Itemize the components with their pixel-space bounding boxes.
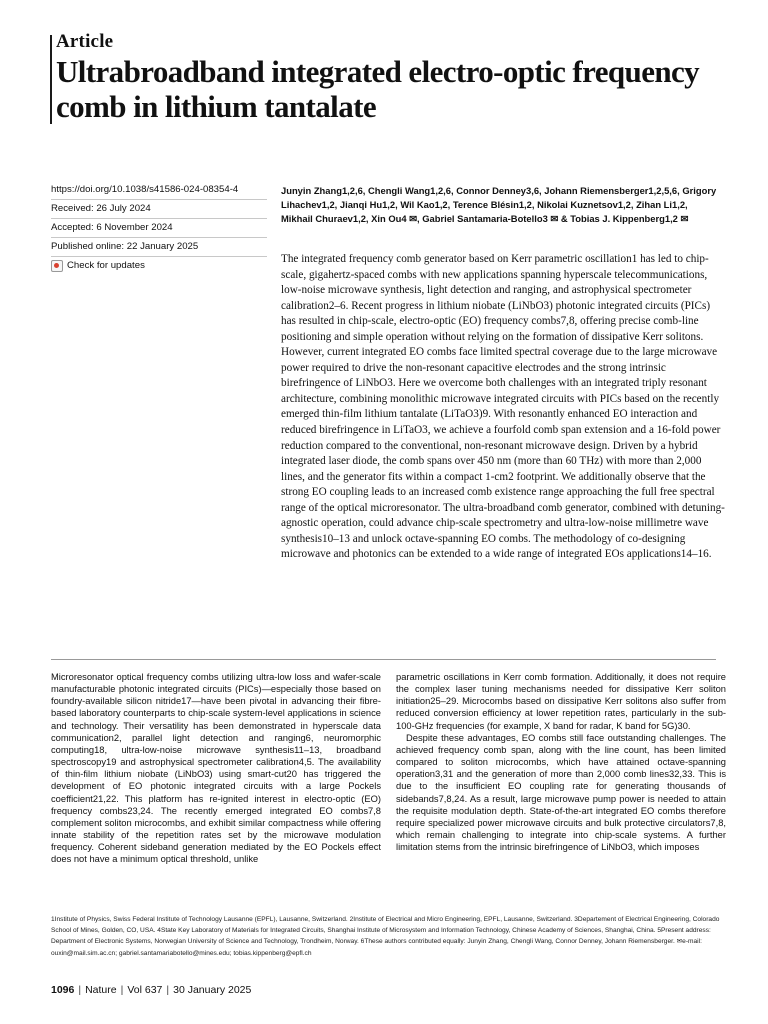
check-updates-icon [51,260,63,272]
author-list: Junyin Zhang1,2,6, Chengli Wang1,2,6, Connor Denney3,6, Johann Riemensberger1,2,5,6, Grigory Lihachev1,2, Jianqi Hu1,2, Wil Kao1,2, Terence Blésin1,2, Nikolai Kuznetsov1,2, Zihan Li1,2, Mikhail Churaev1,2, Xin Ou4 ✉, Gabriel Santamaria-Botello3 ✉ & Tobias J. Kippenberg1,2 ✉ [281,185,717,225]
article-marker-bar [50,35,52,124]
check-updates-label: Check for updates [67,260,145,271]
volume: Vol 637 [127,984,163,996]
page-footer: 1096 | Nature | Vol 637 | 30 January 2025 [51,984,252,996]
article-metadata [51,184,267,275]
check-for-updates-link[interactable] [51,257,267,275]
published-date: Published online: 22 January 2025 [51,238,267,257]
abstract-text: The integrated frequency comb generator based on Kerr parametric oscillation1 has led to chip-scale, gigahertz-spaced combs with new applications spanning hyperscale telecommunications, low-noise microwave synthesis, light detection and ranging, and astrophysical spectrometer calibration2–6. Recent progress in lithium niobate (LiNbO3) photonic integrated circuits (PICs) has resulted in chip-scale, electro-optic (EO) frequency combs7,8, offering precise comb-line positioning and simple operation without relying on the formation of dissipative Kerr solitons. However, current integrated EO combs face limited spectral coverage due to the large microwave power required to drive the non-resonant capacitive electrodes and the strong intrinsic birefringence of LiNbO3. Here we overcome both challenges with an integrated triply resonant architecture, combining monolithic microwave integrated circuits with PICs based on the recently emerged thin-film lithium tantalate (LiTaO3)9. With resonantly enhanced EO interaction and reduced birefringence in LiTaO3, we achieve a fourfold comb span extension and a 16-fold power reduction compared to the conventional, non-resonant microwave design. Driven by a hybrid integrated laser diode, the comb spans over 450 nm (more than 60 THz) with more than 2,000 lines, and the generator fits within a compact 1-cm2 footprint. We additionally observe that the strong EO coupling leads to an increased comb existence range approaching the full free spectral range of the optical microresonator. The ultra-broadband comb generator, combined with detuning-agnostic operation, could advance chip-scale spectrometry and ultra-low-noise millimetre wave synthesis10–13 and unlock octave-spanning EO combs. The methodology of co-designing microwave and photonics can be extended to a wide range of integrated EOs applications14–16. [281,253,725,561]
abstract [281,252,725,563]
doi-link[interactable]: https://doi.org/10.1038/s41586-024-08354-4 [51,184,267,200]
article-type-label: Article [56,31,114,52]
body-paragraph: parametric oscillations in Kerr comb formation. Additionally, it does not require the complex laser tuning mechanisms needed for dissipative Kerr soliton initiation25–29. Microcombs based on dissipative Kerr solitons also suffer from reduced conversion efficiency at lower repetition rates, particularly in the sub-100-GHz frequencies (for example, X band for radar, K band for 5G)30. [396,672,726,731]
section-divider [51,659,716,660]
body-paragraph: Despite these advantages, EO combs still face outstanding challenges. The achieved frequency comb span, along with the line count, has been limited compared to soliton microcombs, which have attained octave-spanning operation3,31 and the generation of more than 2,000 comb lines32,33. This is due to the insufficient EO coupling rate for generating thousands of sidebands7,8,24. As a result, large microwave pump power is needed to attain the requisite modulation depth. State-of-the-art integrated EO combs therefore require specialized power microwave circuits and bulk protective circulators7,8, which remain challenging to integrate into chip-scale systems. A further limitation stems from the intrinsic birefringence of LiNbO3, which imposes [396,732,726,853]
received-date: Received: 26 July 2024 [51,200,267,219]
page-number: 1096 [51,984,75,996]
body-paragraph: Microresonator optical frequency combs utilizing ultra-low loss and wafer-scale manufacturable photonic integrated circuits (PICs)—especially those based on foundry-available silicon nitride17—have been pivotal in advancing their fibre-based laboratory counterparts to chip-scale system-level applications in science and technology. Their versatility has been demonstrated in hyperscale data communication2, parallel light detection and ranging6, neuromorphic computing18, ultra-low-noise microwave synthesis11–13, broadband spectroscopy19 and astrophysical spectrometer calibration4,5. The availability of thin-film lithium niobate (LiNbO3) using smart-cut20 has triggered the development of EO photonic integrated circuits with a large Pockels coefficient21,22. This platform has re-ignited interest in electro-optic (EO) frequency combs23,24. The recently emerged integrated EO combs7,8 complement soliton microcombs, and exhibit similar compactness while offering innate stability of the repetition rates set by the microwave modulation frequency. Coherent sideband generation mediated by the EO Pockels effect does not have a minimum optical threshold, unlike [51,672,381,865]
issue-date: 30 January 2025 [173,984,252,996]
affiliations-footnote: 1Institute of Physics, Swiss Federal Institute of Technology Lausanne (EPFL), Lausanne, Switzerland. 2Institute of Electrical and Micro Engineering, EPFL, Lausanne, Switzerland. 3Departement of Electrical Engineering, Colorado School of Mines, Golden, CO, USA. 4State Key Laboratory of Materials for Integrated Circuits, Shanghai Institute of Microsystem and Information Technology, Chinese Academy of Sciences, Shanghai, China. 5Present address: Department of Electronic Systems, Norwegian University of Science and Technology, Trondheim, Norway. 6These authors contributed equally: Junyin Zhang, Chengli Wang, Connor Denney, Johann Riemensberger. ✉e-mail: ouxin@mail.sim.ac.cn; gabriel.santamariabotello@mines.edu; tobias.kippenberg@epfl.ch [51,916,720,957]
body-column-right [396,671,726,853]
article-title: Ultrabroadband integrated electro-optic frequency comb in lithium tantalate [56,54,700,124]
journal-name: Nature [85,984,117,996]
body-column-left [51,671,381,866]
accepted-date: Accepted: 6 November 2024 [51,219,267,238]
